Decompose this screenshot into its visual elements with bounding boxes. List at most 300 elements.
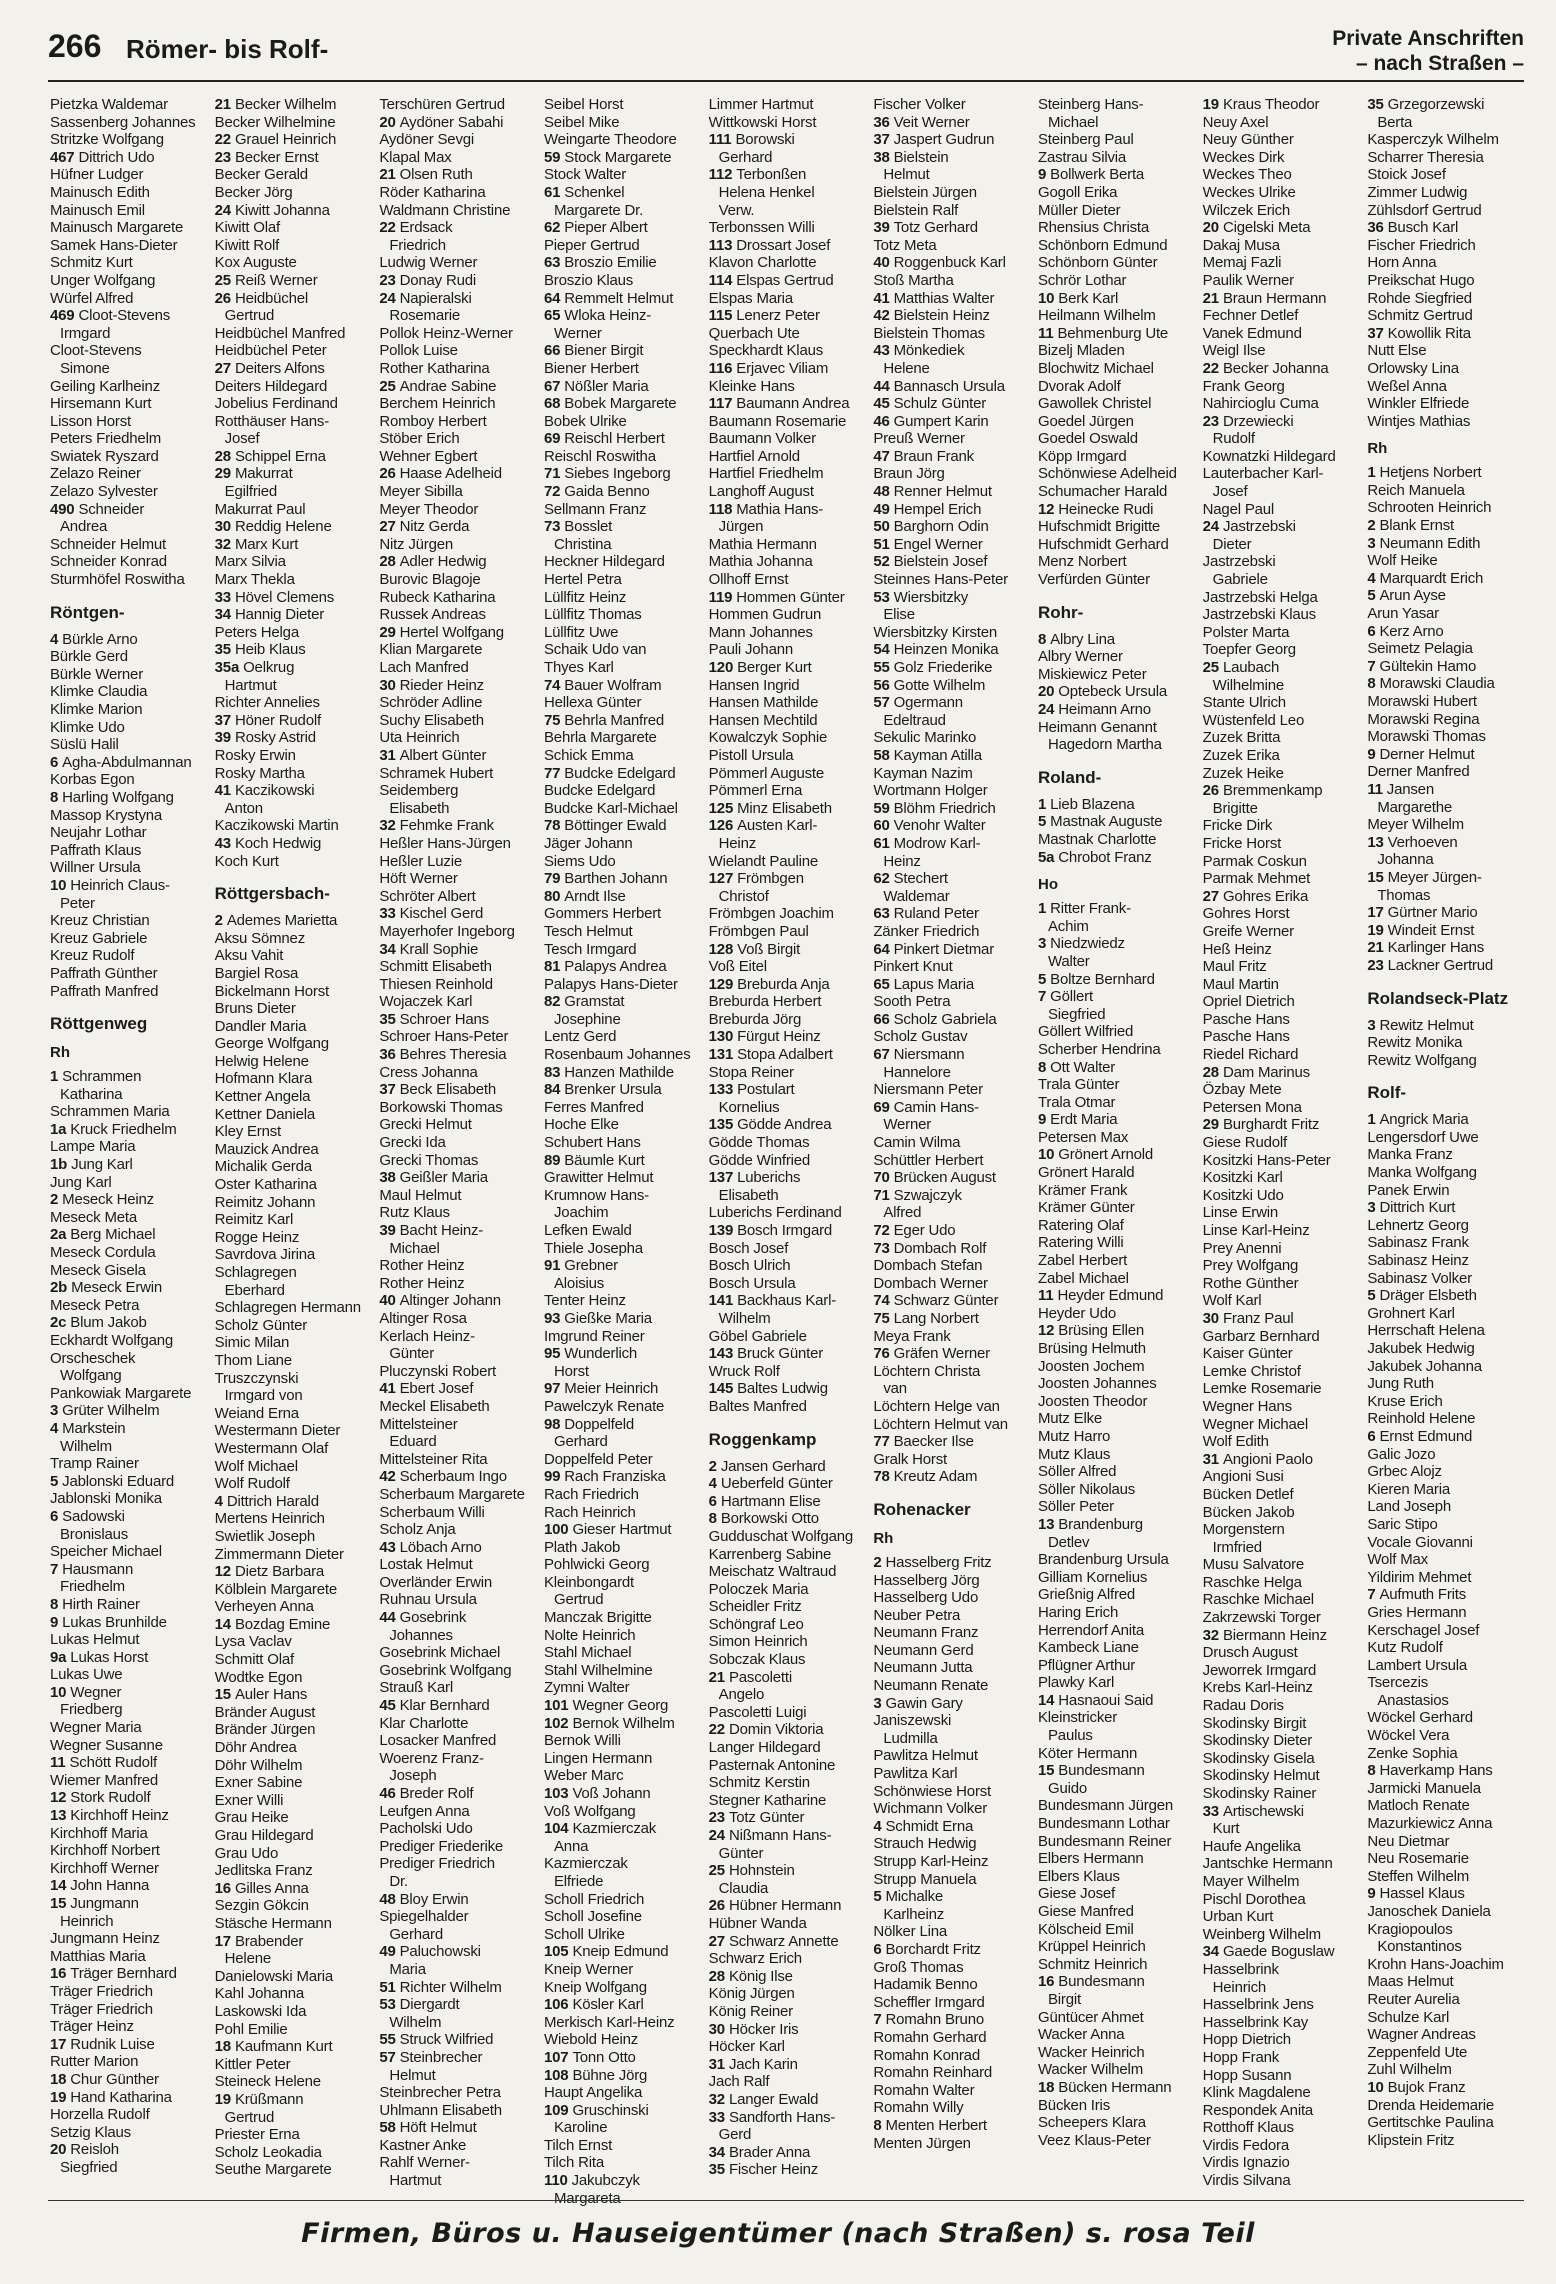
resident-entry: [709, 641, 862, 659]
resident-entry: [544, 817, 697, 835]
house-number: 65: [873, 975, 890, 993]
house-number: 25: [708, 1862, 725, 1880]
resident-name: Trala Günter: [1038, 1076, 1120, 1094]
resident-name: Scholz Anja: [379, 1521, 456, 1539]
resident-entry: [50, 342, 203, 360]
resident-entry: [215, 765, 368, 783]
resident-entry: [379, 553, 532, 571]
resident-name: Riedel Richard: [1202, 1046, 1299, 1064]
resident-name: Meier Heinrich: [564, 1380, 659, 1398]
resident-entry: [215, 1915, 368, 1933]
street-heading: Röntgen-: [50, 602, 125, 622]
resident-name: Wodtke Egon: [214, 1668, 303, 1686]
resident-name: Joosten Jochem: [1038, 1357, 1145, 1375]
resident-entry: [379, 624, 532, 642]
resident-entry: [709, 1099, 862, 1117]
resident-entry: [544, 219, 697, 237]
resident-entry: [1367, 1586, 1520, 1604]
resident-entry: [873, 290, 1026, 308]
resident-entry: [215, 1651, 368, 1669]
resident-entry: [1038, 900, 1191, 918]
resident-name: Wloka Heinz-: [564, 307, 652, 325]
house-number: 97: [544, 1380, 561, 1398]
resident-entry: [1038, 1217, 1191, 1235]
resident-entry: [873, 413, 1026, 431]
resident-name: Rotthoff Klaus: [1202, 2119, 1294, 2137]
resident-name: Paulik Werner: [1202, 271, 1294, 289]
resident-entry: [1367, 1534, 1520, 1552]
resident-entry: [1203, 747, 1356, 765]
resident-entry: [1038, 1146, 1191, 1164]
house-number: 64: [544, 289, 561, 307]
resident-entry: [1203, 1433, 1356, 1451]
resident-name: Rother Heinz: [379, 1257, 465, 1275]
resident-entry: [379, 1328, 532, 1346]
resident-entry: [215, 1792, 368, 1810]
house-number: 57: [379, 2048, 396, 2066]
house-number: 77: [544, 764, 561, 782]
resident-entry: [1038, 2061, 1191, 2079]
resident-entry: [50, 859, 203, 877]
resident-entry: [50, 1156, 203, 1174]
house-number: 30: [708, 2020, 725, 2038]
resident-name: Schönborn Edmund: [1038, 236, 1168, 254]
resident-name: Reddig Helene: [234, 518, 332, 536]
resident-entry: [50, 736, 203, 754]
resident-name: Kruse Erich: [1367, 1392, 1443, 1410]
resident-entry: [544, 1064, 697, 1082]
resident-name: Schrör Lothar: [1038, 271, 1127, 289]
resident-entry: [709, 483, 862, 501]
resident-name: Grecki Ida: [379, 1134, 446, 1152]
resident-name: Schippel Erna: [234, 447, 326, 465]
resident-name: Bremmenkamp: [1222, 782, 1323, 800]
resident-name: Uhlmann Elisabeth: [379, 2101, 502, 2119]
resident-name: Siegfried: [1048, 1005, 1106, 1023]
resident-entry: [709, 870, 862, 888]
house-number: 53: [873, 588, 890, 606]
house-number: 3: [1367, 1199, 1376, 1217]
house-number: 21: [379, 166, 396, 184]
resident-name: Remmelt Helmut: [564, 289, 674, 307]
resident-entry: [1367, 1709, 1520, 1727]
resident-entry: [873, 571, 1026, 589]
resident-name: Simon Heinrich: [708, 1633, 808, 1651]
resident-entry: [1367, 1287, 1520, 1305]
resident-entry: [544, 1996, 697, 2014]
resident-entry: [1038, 1234, 1191, 1252]
resident-entry: [544, 1152, 697, 1170]
house-number: 28: [1202, 1063, 1219, 1081]
house-number: 130: [708, 1028, 734, 1046]
resident-entry: [1038, 971, 1191, 989]
directory-column: [1203, 96, 1356, 2207]
house-number: 49: [379, 1943, 396, 1961]
resident-entry: [1203, 237, 1356, 255]
resident-name: Röder Katharina: [379, 183, 486, 201]
resident-name: Romboy Herbert: [379, 412, 487, 430]
resident-name: Chur Günther: [70, 2070, 159, 2088]
house-number: 6: [1367, 622, 1376, 640]
resident-name: Pietzka Waldemar: [50, 96, 168, 113]
house-number: 65: [544, 307, 561, 325]
resident-name: Tenter Heinz: [544, 1292, 626, 1310]
resident-name: Berchem Heinrich: [379, 395, 496, 413]
house-number: 23: [1202, 412, 1219, 430]
resident-entry: [1203, 1292, 1356, 1310]
house-number: 31: [708, 2055, 725, 2073]
resident-name: Pinkert Dietmar: [893, 940, 994, 958]
resident-name: Cress Johanna: [379, 1063, 478, 1081]
resident-name: Brenker Ursula: [564, 1081, 662, 1099]
resident-entry: [1038, 1498, 1191, 1516]
resident-entry: [873, 1800, 1026, 1818]
resident-entry: [709, 694, 862, 712]
resident-entry: [50, 307, 203, 325]
house-number: 25: [1202, 659, 1219, 676]
house-number: 36: [873, 113, 890, 131]
resident-entry: [50, 1631, 203, 1649]
resident-entry: [1367, 307, 1520, 325]
resident-entry: [50, 166, 203, 184]
resident-entry: [50, 2089, 203, 2107]
resident-name: König Jürgen: [708, 1985, 795, 2003]
resident-entry: [873, 114, 1026, 132]
resident-entry: [873, 1380, 1026, 1398]
house-number: 41: [379, 1380, 396, 1398]
house-number: 8: [873, 2116, 882, 2134]
resident-entry: [544, 1169, 697, 1187]
resident-entry: [1367, 2044, 1520, 2062]
resident-name: Gries Hermann: [1367, 1603, 1467, 1621]
resident-name: Willner Ursula: [50, 859, 141, 877]
resident-name: Zimmermann Dieter: [214, 1545, 344, 1563]
resident-entry: [215, 448, 368, 466]
house-number: 27: [1202, 887, 1219, 905]
resident-entry: [379, 166, 532, 184]
resident-entry: [1038, 1199, 1191, 1217]
resident-entry: [50, 701, 203, 719]
resident-name: Heidbüchel Manfred: [214, 324, 346, 342]
resident-name: Rewitz Wolfgang: [1367, 1051, 1477, 1069]
house-number: 113: [708, 236, 733, 254]
resident-entry: [1367, 1797, 1520, 1815]
resident-name: Koch Hedwig: [234, 834, 322, 852]
resident-name: Herrendorf Anita: [1038, 1621, 1145, 1639]
resident-name: Simic Milan: [214, 1334, 290, 1352]
resident-entry: [873, 694, 1026, 712]
resident-name: Chrobot Franz: [1058, 848, 1152, 866]
house-number: 18: [214, 2038, 231, 2056]
resident-name: Schmitt Elisabeth: [379, 958, 492, 976]
resident-name: Meckel Elisabeth: [379, 1397, 490, 1415]
resident-name: Klar Bernhard: [399, 1697, 490, 1715]
resident-name: Heidbüchel Peter: [214, 342, 327, 360]
resident-entry: [709, 1563, 862, 1581]
resident-entry: [873, 237, 1026, 255]
resident-entry: [1038, 719, 1191, 737]
resident-name: Becker Johanna: [1222, 359, 1329, 377]
resident-name: Palapys Andrea: [564, 958, 667, 976]
resident-entry: [379, 1292, 532, 1310]
resident-name: Imgrund Reiner: [544, 1327, 645, 1345]
resident-name: Meseck Meta: [50, 1208, 137, 1226]
resident-entry: [709, 1222, 862, 1240]
resident-entry: [1203, 448, 1356, 466]
resident-name: Rudnik Luise: [70, 2035, 155, 2053]
resident-entry: [1203, 677, 1356, 695]
resident-entry: [873, 765, 1026, 783]
resident-entry: [1367, 1498, 1520, 1516]
resident-name: Rieder Heinz: [399, 676, 484, 694]
resident-name: Paluchowski: [399, 1943, 481, 1961]
house-number: 61: [544, 183, 561, 201]
resident-name: Scholl Josefine: [544, 1908, 642, 1926]
resident-name: Romahn Reinhard: [873, 2064, 993, 2082]
resident-name: Krohn Hans-Joachim: [1367, 1955, 1504, 1973]
resident-name: Markstein: [62, 1419, 126, 1437]
house-number: 8: [1038, 1058, 1047, 1076]
resident-name: Löchtern Helmut van: [873, 1415, 1008, 1433]
house-number: 27: [214, 359, 231, 377]
resident-entry: [215, 1950, 368, 1968]
resident-name: Hommen Gudrun: [708, 606, 822, 624]
resident-name: Jakubek Hedwig: [1367, 1340, 1475, 1357]
resident-name: Jäger Johann: [544, 834, 633, 852]
resident-name: Bozdag Emine: [234, 1615, 331, 1633]
resident-name: Dam Marinus: [1222, 1063, 1310, 1081]
resident-name: Scherbaum Margarete: [379, 1485, 525, 1503]
resident-name: Nahircioglu Cuma: [1202, 395, 1319, 413]
resident-name: Morawski Hubert: [1367, 693, 1477, 710]
resident-entry: [379, 1152, 532, 1170]
resident-entry: [1203, 782, 1356, 800]
resident-entry: [1038, 683, 1191, 701]
house-number: 60: [873, 817, 890, 835]
house-number: 82: [544, 993, 561, 1011]
resident-name: Hopp Susann: [1202, 2066, 1292, 2084]
resident-name: Brandenburg Ursula: [1038, 1551, 1169, 1569]
resident-name: Terschüren Gertrud: [379, 96, 505, 113]
resident-name: Klar Charlotte: [379, 1714, 469, 1732]
house-number: 70: [873, 1169, 890, 1187]
resident-entry: [1367, 1622, 1520, 1640]
resident-entry: [215, 983, 368, 1001]
resident-name: Hannig Dieter: [234, 606, 325, 624]
house-number: 50: [873, 518, 890, 536]
resident-name: Deiters Alfons: [234, 359, 325, 377]
resident-name: Bernok Wilhelm: [572, 1714, 675, 1732]
resident-name: Schmidt Erna: [885, 1817, 974, 1835]
resident-entry: [544, 1468, 697, 1486]
resident-name: Lukas Uwe: [50, 1666, 123, 1684]
resident-name: Parmak Mehmet: [1202, 870, 1311, 888]
resident-entry: [1203, 96, 1356, 114]
resident-entry: [1038, 290, 1191, 308]
resident-name: Tsercezis: [1367, 1674, 1429, 1692]
resident-entry: [50, 1596, 203, 1614]
resident-name: Erdsack: [399, 219, 453, 237]
resident-name: Behrla Manfred: [564, 711, 665, 729]
resident-name: Wegner Susanne: [50, 1736, 163, 1754]
house-number: 33: [214, 588, 231, 606]
resident-entry: [379, 571, 532, 589]
resident-entry: [1038, 1727, 1191, 1745]
resident-name: Szwajczyk: [893, 1186, 962, 1204]
resident-entry: [1367, 1217, 1520, 1235]
resident-name: Arun Yasar: [1367, 605, 1439, 623]
resident-entry: [1038, 254, 1191, 272]
resident-entry: [215, 2056, 368, 2074]
resident-name: Gogoll Erika: [1038, 183, 1118, 201]
page-range-title: Römer- bis Rolf-: [126, 34, 329, 64]
resident-entry: [379, 1187, 532, 1205]
resident-entry: [1203, 1064, 1356, 1082]
resident-entry: [1203, 1486, 1356, 1504]
resident-entry: [1203, 1961, 1356, 1979]
resident-entry: [215, 1774, 368, 1792]
resident-name: Losacker Manfred: [379, 1732, 497, 1750]
resident-name: Würfel Alfred: [50, 289, 134, 307]
resident-entry: [1203, 1504, 1356, 1522]
resident-name: Becker Wilhelmine: [214, 113, 336, 131]
resident-entry: [1038, 1340, 1191, 1358]
house-number: 55: [379, 2031, 396, 2049]
resident-name: Drzewiecki: [1222, 412, 1294, 430]
resident-name: Seidemberg: [379, 782, 459, 800]
resident-name: Karoline: [554, 2119, 608, 2137]
resident-name: Jaspert Gudrun: [893, 131, 995, 149]
resident-name: Kölblein Margarete: [214, 1580, 337, 1598]
resident-name: Bundesmann: [1058, 1973, 1145, 1991]
resident-entry: [1203, 2049, 1356, 2067]
resident-entry: [1203, 430, 1356, 448]
resident-name: Saric Stipo: [1367, 1515, 1438, 1533]
resident-entry: [50, 1701, 203, 1719]
resident-entry: [379, 1204, 532, 1222]
resident-name: van: [883, 1380, 907, 1398]
resident-entry: [1038, 1973, 1191, 1991]
resident-entry: [1203, 958, 1356, 976]
resident-name: Scholl Ulrike: [544, 1925, 625, 1943]
resident-name: Jung Karl: [71, 1156, 133, 1174]
house-number: 45: [379, 1697, 396, 1715]
resident-name: Marx Kurt: [234, 535, 299, 553]
resident-entry: [215, 430, 368, 448]
resident-entry: [215, 782, 368, 800]
resident-entry: [544, 149, 697, 167]
resident-name: Bundesmann: [1058, 1762, 1145, 1780]
resident-name: Voß Birgit: [737, 940, 801, 958]
resident-name: Krüppel Heinrich: [1038, 1938, 1146, 1956]
house-number: 16: [214, 1879, 231, 1897]
resident-entry: [1203, 2172, 1356, 2190]
house-number: 26: [379, 465, 396, 483]
resident-name: Kreuz Gabriele: [50, 929, 148, 947]
resident-entry: [1367, 1973, 1520, 1991]
house-number: 36: [1367, 219, 1384, 237]
resident-name: Meyer Jürgen-: [1387, 868, 1482, 886]
resident-entry: [544, 853, 697, 871]
house-number: 3: [50, 1402, 59, 1420]
resident-name: Fricke Dirk: [1202, 817, 1273, 835]
resident-entry: [873, 589, 1026, 607]
resident-entry: [215, 677, 368, 695]
resident-entry: [1203, 483, 1356, 501]
street-heading: Roggenkamp: [708, 1429, 817, 1449]
resident-name: Eckhardt Wolfgang: [50, 1332, 174, 1349]
resident-name: Behrla Margarete: [544, 729, 657, 747]
resident-entry: [709, 1064, 862, 1082]
resident-name: Schaik Udo van: [544, 641, 647, 659]
resident-name: Respondek Anita: [1202, 2101, 1314, 2119]
resident-name: Harling Wolfgang: [62, 788, 174, 806]
house-number: 145: [708, 1380, 734, 1398]
resident-name: Wiersbitzky Kirsten: [873, 623, 998, 641]
resident-entry: [1367, 184, 1520, 202]
resident-name: Pollok Heinz-Werner: [379, 324, 513, 342]
resident-entry: [215, 114, 368, 132]
house-number: 139: [708, 1222, 734, 1239]
resident-entry: [709, 2091, 862, 2109]
resident-name: Klink Magdalene: [1202, 2084, 1311, 2102]
resident-entry: [709, 729, 862, 747]
resident-entry: [709, 765, 862, 783]
resident-entry: [379, 1011, 532, 1029]
resident-entry: [379, 1908, 532, 1926]
resident-name: Peters Friedhelm: [50, 430, 162, 448]
resident-entry: [215, 606, 368, 624]
resident-entry: [1038, 1252, 1191, 1270]
resident-entry: [873, 1554, 1026, 1572]
resident-entry: [50, 983, 203, 1001]
house-number: 91: [544, 1257, 561, 1275]
resident-entry: [215, 2073, 368, 2091]
resident-name: Karrenberg Sabine: [708, 1545, 832, 1563]
resident-entry: [1367, 799, 1520, 817]
resident-entry: [1203, 202, 1356, 220]
resident-name: Wolf Michael: [214, 1457, 298, 1475]
resident-name: Schmitz Gertrud: [1367, 307, 1473, 325]
resident-entry: [215, 1176, 368, 1194]
house-number: 33: [708, 2108, 725, 2126]
resident-entry: [873, 782, 1026, 800]
resident-entry: [1203, 1732, 1356, 1750]
resident-entry: [544, 677, 697, 695]
resident-name: Alfred: [883, 1204, 922, 1222]
resident-entry: [873, 254, 1026, 272]
resident-name: Neumann Edith: [1379, 534, 1481, 552]
resident-entry: [1203, 1873, 1356, 1891]
resident-name: Thiele Josepha: [544, 1239, 643, 1257]
house-number: 68: [544, 395, 561, 413]
house-number: 63: [544, 254, 561, 272]
resident-entry: [1367, 1956, 1520, 1974]
resident-entry: [379, 1380, 532, 1398]
house-number: 7: [873, 2011, 882, 2029]
resident-name: Schöngraf Leo: [708, 1615, 804, 1633]
resident-entry: [1203, 1380, 1356, 1398]
resident-name: Bizelj Mladen: [1038, 342, 1125, 360]
resident-name: Anton: [224, 799, 263, 817]
resident-entry: [1367, 623, 1520, 641]
resident-name: Albert Günter: [399, 746, 487, 764]
resident-entry: [1203, 219, 1356, 237]
resident-name: Meyer Theodor: [379, 500, 479, 518]
resident-name: Göbel Gabriele: [708, 1327, 807, 1345]
resident-name: Zenke Sophia: [1367, 1744, 1458, 1762]
resident-name: Heinrich: [60, 1912, 114, 1930]
